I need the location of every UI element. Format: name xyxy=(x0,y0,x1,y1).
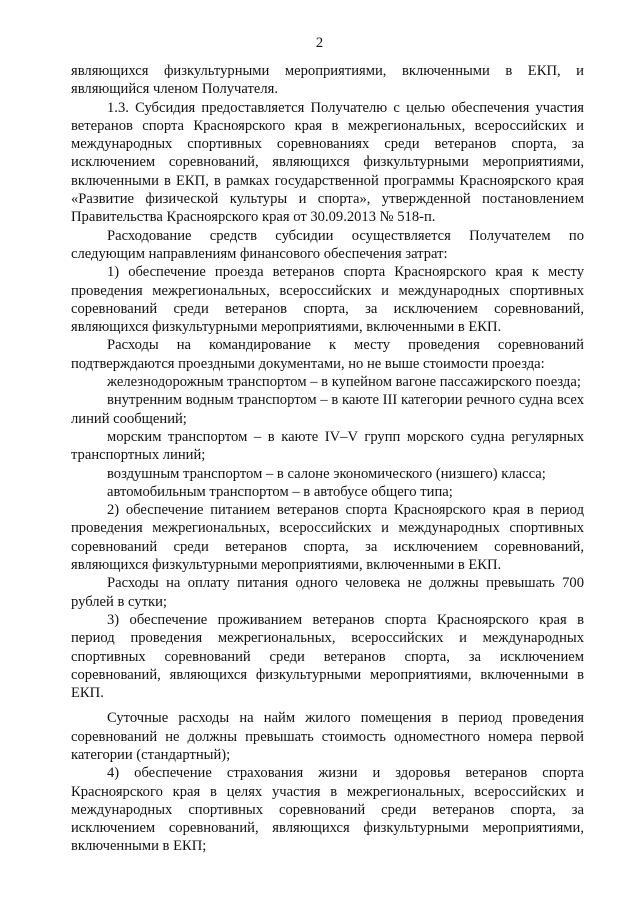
paragraph-expenditure-intro: Расходование средств субсидии осуществляется Получателем по следующим направлениям финансового обеспечения затрат: xyxy=(71,227,584,262)
paragraph-air-transport: воздушным транспортом – в салоне экономического (низшего) класса; xyxy=(107,465,546,482)
paragraph-accommodation-limit: Суточные расходы на найм жилого помещения в период проведения соревнований не должны превышать стоимость одноместного номера первой категории (стандартный); xyxy=(71,710,584,763)
paragraph-rail-transport: железнодорожным транспортом – в купейном вагоне пассажирского поезда; xyxy=(107,374,581,391)
paragraph-river-transport: внутренним водным транспортом – в каюте III категории речного судна всех линий сообщений; xyxy=(71,392,584,427)
page-number: 2 xyxy=(315,35,324,51)
paragraph-item-1-travel: 1) обеспечение проезда ветеранов спорта Красноярского края к месту проведения межрегиональных, всероссийских и международных спортивных соревнований среди ветеранов спорта, за исключением соревнований, являющихся физкультурными мероприятиями, включенными в ЕКП. xyxy=(71,264,584,336)
paragraph-item-3-accommodation: 3) обеспечение проживанием ветеранов спорта Красноярского края в период проведения межрегиональных, всероссийских и международных спортивных соревнований среди ветеранов спорта, за исключением соревнований, являющихся физкультурными мероприятиями, включенными в ЕКП. xyxy=(71,611,584,702)
paragraph-item-2-meals: 2) обеспечение питанием ветеранов спорта Красноярского края в период проведения межрегиональных, всероссийских и международных спортивных соревнований среди ветеранов спорта, за исключением соревнований, являющихся физкультурными мероприятиями, включенными в ЕКП. xyxy=(71,502,584,574)
paragraph-travel-limits: Расходы на командирование к месту проведения соревнований подтверждаются проездными документами, но не выше стоимости проезда: xyxy=(71,337,584,372)
document-body xyxy=(71,62,584,856)
paragraph-item-4-insurance: 4) обеспечение страхования жизни и здоровья ветеранов спорта Красноярского края в целях участия в межрегиональных, всероссийских и международных спортивных соревнований среди ветеранов спорта, за исключением соревнований, являющихся физкультурными мероприятиями, включенными в ЕКП; xyxy=(71,765,584,855)
paragraph-sea-transport: морским транспортом – в каюте IV–V групп морского судна регулярных транспортных линий; xyxy=(71,428,584,464)
paragraph-section-1-3: 1.3. Субсидия предоставляется Получателю с целью обеспечения участия ветеранов спорта Красноярского края в межрегиональных, всероссийских и международных спортивных соревнованиях среди ветеранов спорта, за исключением соревнований, являющихся физкультурными мероприятиями, включенными в ЕКП, в рамках государственной программы Красноярского края «Развитие физической культуры и спорта», утвержденной постановлением Правительства Красноярского края от 30.09.2013 № 518-п. xyxy=(71,99,584,226)
paragraph-meals-limit: Расходы на оплату питания одного человека не должны превышать 700 рублей в сутки; xyxy=(71,575,584,610)
paragraph-continuation: являющихся физкультурными мероприятиями, включенными в ЕКП, и являющийся членом Получателя. xyxy=(71,63,584,98)
paragraph-road-transport: автомобильным транспортом – в автобусе общего типа; xyxy=(107,483,453,500)
